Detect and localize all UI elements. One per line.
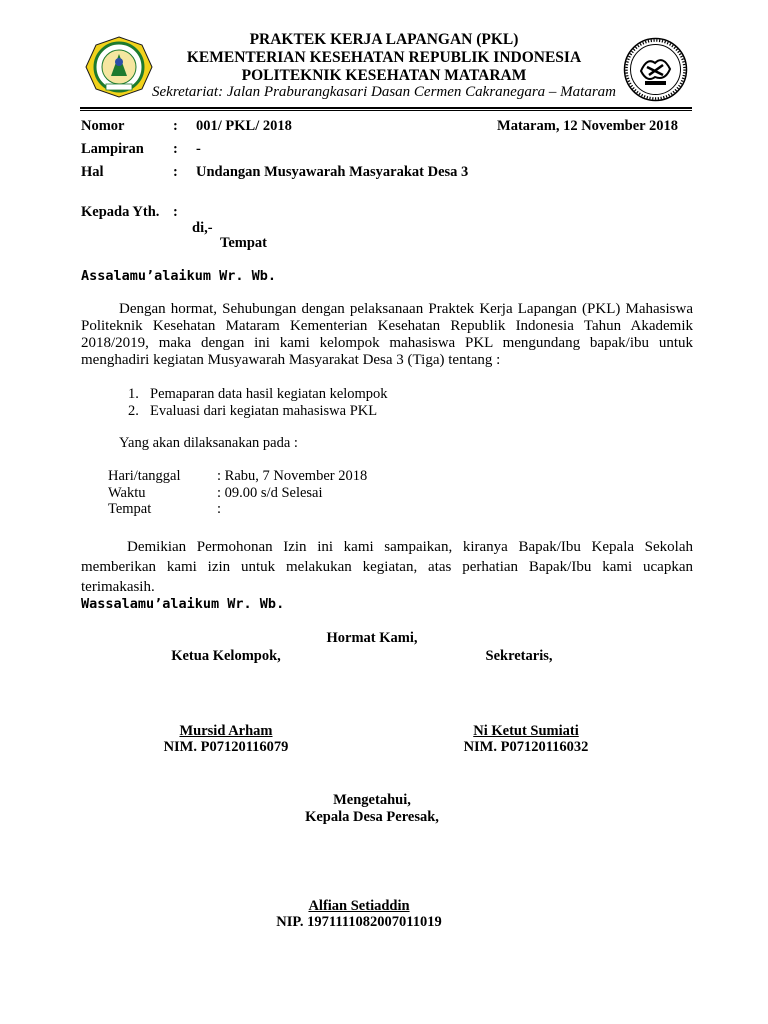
- para-line-3: 2018/2019, maka dengan ini kami kelompok mahasiswa PKL mengundang bapak/ibu untuk: [81, 335, 693, 351]
- schedule-intro: Yang akan dilaksanakan pada :: [119, 435, 298, 451]
- closing-line-3: terimakasih.: [81, 579, 155, 595]
- para-line-4: menghadiri kegiatan Musyawarah Masyarakat Desa 3 (Tiga) tentang :: [81, 352, 501, 368]
- header-line-polytechnic: POLITEKNIK KESEHATAN MATARAM: [241, 67, 527, 84]
- para-line-2: Politeknik Kesehatan Mataram Kementerian Kesehatan Republik Indonesia Tahun Akademik: [81, 318, 693, 334]
- letter-date: Mataram, 12 November 2018: [497, 118, 678, 134]
- closing-paragraph: [81, 537, 693, 597]
- nomor-colon: :: [173, 118, 178, 134]
- left-signatory-nim: NIM. P07120116079: [163, 739, 289, 755]
- list-item-number: 2.: [128, 403, 139, 419]
- left-signatory-name: Mursid Arham: [179, 723, 273, 739]
- header-address: Sekretariat: Jalan Praburangkasari Dasan Cermen Cakranegara – Mataram: [152, 84, 616, 100]
- header-line-pkl: PRAKTEK KERJA LAPANGAN (PKL): [249, 31, 519, 48]
- nomor-value: 001/ PKL/ 2018: [196, 118, 292, 134]
- para-line-1: Dengan hormat, Sehubungan dengan pelaksanaan Praktek Kerja Lapangan (PKL) Mahasiswa: [119, 301, 693, 317]
- hormat-kami: Hormat Kami,: [326, 630, 418, 646]
- right-signatory-name: Ni Ketut Sumiati: [473, 723, 579, 739]
- right-signatory-nim: NIM. P07120116032: [463, 739, 589, 755]
- body-paragraph: [81, 301, 693, 369]
- hal-colon: :: [173, 164, 178, 180]
- mengetahui: Mengetahui,: [333, 792, 411, 808]
- farewell: Wassalamu’alaikum Wr. Wb.: [81, 596, 285, 612]
- list-item: Evaluasi dari kegiatan mahasiswa PKL: [150, 403, 378, 419]
- closing-line-1: Demikian Permohonan Izin ini kami sampaikan, kiranya Bapak/Ibu Kepala Sekolah: [127, 539, 693, 555]
- village-head-role: Kepala Desa Peresak,: [305, 809, 439, 825]
- schedule-label: Tempat: [108, 501, 152, 517]
- list-item-number: 1.: [128, 386, 139, 402]
- village-head-name: Alfian Setiaddin: [308, 898, 410, 914]
- lampiran-value: -: [196, 141, 201, 157]
- greeting: Assalamu’alaikum Wr. Wb.: [81, 268, 277, 284]
- kepada-label: Kepada Yth.: [81, 204, 160, 220]
- schedule-label: Waktu: [108, 485, 146, 501]
- village-head-nip: NIP. 1971111082007011019: [276, 914, 442, 930]
- schedule-label: Hari/tanggal: [108, 468, 181, 484]
- hal-value: Undangan Musyawarah Masyarakat Desa 3: [196, 164, 469, 180]
- schedule-value: : 09.00 s/d Selesai: [217, 485, 323, 501]
- recipient-tempat: Tempat: [220, 235, 267, 251]
- kepada-colon: :: [173, 204, 178, 220]
- nomor-label: Nomor: [81, 118, 125, 134]
- list-item: Pemaparan data hasil kegiatan kelompok: [150, 386, 388, 402]
- left-signatory-role: Ketua Kelompok,: [171, 648, 281, 664]
- header-divider-thin: [80, 110, 692, 111]
- right-signatory-role: Sekretaris,: [485, 648, 553, 664]
- hal-label: Hal: [81, 164, 104, 180]
- schedule-value: : Rabu, 7 November 2018: [217, 468, 368, 484]
- schedule-value: :: [217, 501, 222, 517]
- lampiran-colon: :: [173, 141, 178, 157]
- recipient-di: di,-: [192, 220, 213, 236]
- lampiran-label: Lampiran: [81, 141, 144, 157]
- closing-line-2: memberikan kami izin untuk melakukan kegiatan, atas perhatian Bapak/Ibu kami ucapkan: [81, 559, 693, 575]
- header-divider: [80, 107, 692, 109]
- header-line-ministry: KEMENTERIAN KESEHATAN REPUBLIK INDONESIA: [186, 49, 582, 66]
